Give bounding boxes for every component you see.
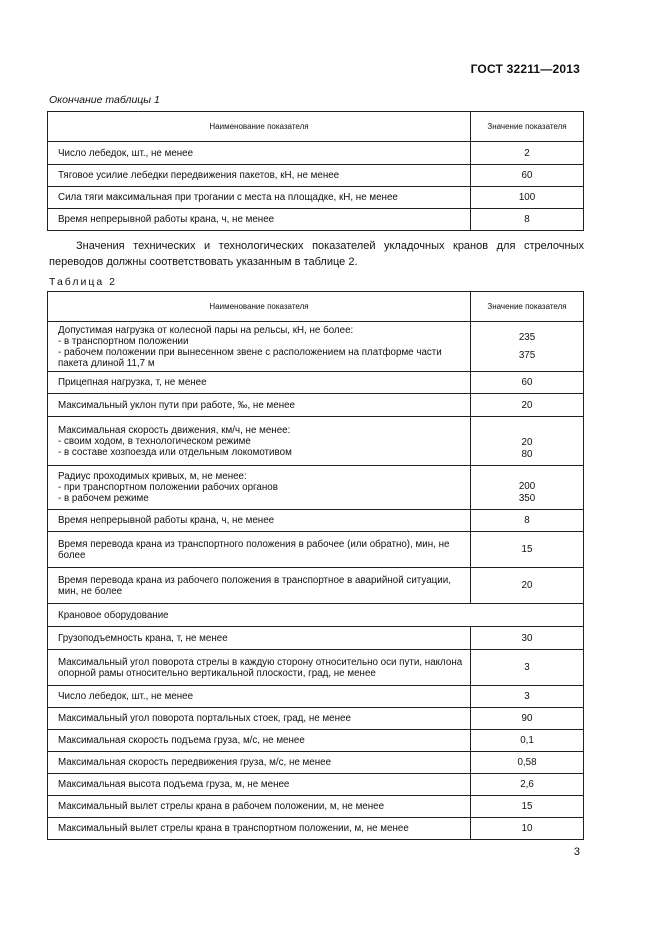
row-name: Сила тяги максимальная при трогании с места на площадке, кН, не менее xyxy=(48,187,471,209)
table-row xyxy=(48,466,584,510)
table-row xyxy=(48,394,584,417)
row-name-line: Максимальная скорость движения, км/ч, не менее: xyxy=(58,424,291,436)
body-paragraph: Значения технических и технологических показателей укладочных кранов для стрелочных переводов должны соответствовать указанным в таблице 2. xyxy=(49,240,584,268)
table-row xyxy=(48,417,584,466)
table-row xyxy=(48,532,584,568)
row-value-2: 375 xyxy=(518,349,536,361)
row-value: 15 xyxy=(471,532,584,568)
table-2 xyxy=(47,291,584,840)
row-value: 60 xyxy=(471,372,584,394)
row-name: Время перевода крана из рабочего положения в транспортное в аварийной ситуации, мин, не более xyxy=(48,568,471,604)
table-row xyxy=(48,165,584,187)
document-standard-number: ГОСТ 32211—2013 xyxy=(470,62,580,76)
row-name-line: - своим ходом, в технологическом режиме xyxy=(58,435,251,447)
table-row xyxy=(48,209,584,231)
table1-caption: Окончание таблицы 1 xyxy=(49,94,160,106)
row-name xyxy=(48,322,471,372)
row-value: 3 xyxy=(471,686,584,708)
row-value: 2,6 xyxy=(471,774,584,796)
table1-header-value: Значение показателя xyxy=(471,112,584,142)
table-section-row xyxy=(48,604,584,627)
table-row xyxy=(48,322,584,372)
row-name: Максимальная скорость подъема груза, м/с, не менее xyxy=(48,730,471,752)
row-value-1: 235 xyxy=(518,331,536,343)
table-row xyxy=(48,568,584,604)
row-value: 3 xyxy=(471,650,584,686)
row-name-line: Допустимая нагрузка от колесной пары на рельсы, кН, не более: xyxy=(58,324,354,336)
row-name-line: - при транспортном положении рабочих органов xyxy=(58,482,278,493)
row-value: 2 xyxy=(471,142,584,165)
table-row xyxy=(48,708,584,730)
table1-header-name: Наименование показателя xyxy=(48,112,471,142)
row-value: 20 xyxy=(471,394,584,417)
table2-header-name: Наименование показателя xyxy=(48,292,471,322)
row-name: Время перевода крана из транспортного положения в рабочее (или обратно), мин, не более xyxy=(48,532,471,568)
row-value xyxy=(471,322,584,372)
table-row xyxy=(48,774,584,796)
row-value-2: 80 xyxy=(521,449,533,460)
table-row xyxy=(48,686,584,708)
table-row xyxy=(48,187,584,209)
row-value: 90 xyxy=(471,708,584,730)
row-value: 30 xyxy=(471,627,584,650)
table-row xyxy=(48,796,584,818)
row-value: 0,1 xyxy=(471,730,584,752)
row-name: Максимальный угол поворота портальных стоек, град, не менее xyxy=(48,708,471,730)
table-row xyxy=(48,818,584,840)
row-name: Максимальный уклон пути при работе, ‰, не менее xyxy=(48,394,471,417)
table-row xyxy=(48,372,584,394)
row-name: Время непрерывной работы крана, ч, не менее xyxy=(48,510,471,532)
table-row xyxy=(48,510,584,532)
table2-caption: Таблица 2 xyxy=(49,276,117,288)
row-value: 8 xyxy=(471,209,584,231)
row-name xyxy=(48,466,471,510)
row-name-line: - в транспортном положении xyxy=(58,335,189,347)
row-name: Грузоподъемность крана, т, не менее xyxy=(48,627,471,650)
row-name: Прицепная нагрузка, т, не менее xyxy=(48,372,471,394)
row-name xyxy=(48,417,471,466)
table-row xyxy=(48,650,584,686)
row-value-1: 20 xyxy=(521,437,533,448)
row-value-1: 200 xyxy=(518,481,536,492)
row-value: 0,58 xyxy=(471,752,584,774)
row-name: Тяговое усилие лебедки передвижения пакетов, кН, не менее xyxy=(48,165,471,187)
table-row xyxy=(48,730,584,752)
row-name: Максимальный вылет стрелы крана в рабочем положении, м, не менее xyxy=(48,796,471,818)
row-value: 8 xyxy=(471,510,584,532)
row-value xyxy=(471,417,584,466)
row-name-line: - в рабочем режиме xyxy=(58,493,149,504)
row-name: Максимальный угол поворота стрелы в каждую сторону относительно оси пути, наклона опорной рамы относительно вертикальной плоскости, град, не менее xyxy=(48,650,471,686)
row-name: Число лебедок, шт., не менее xyxy=(48,686,471,708)
table-1 xyxy=(47,111,584,231)
row-name: Время непрерывной работы крана, ч, не менее xyxy=(48,209,471,231)
row-value: 100 xyxy=(471,187,584,209)
table-row xyxy=(48,627,584,650)
row-value: 10 xyxy=(471,818,584,840)
section-title: Крановое оборудование xyxy=(48,604,584,627)
row-name-line: - в составе хозпоезда или отдельным локомотивом xyxy=(58,446,292,458)
page-number: 3 xyxy=(573,846,580,858)
row-value xyxy=(471,466,584,510)
row-name: Максимальный вылет стрелы крана в транспортном положении, м, не менее xyxy=(48,818,471,840)
row-value: 60 xyxy=(471,165,584,187)
table-row xyxy=(48,752,584,774)
row-name: Число лебедок, шт., не менее xyxy=(48,142,471,165)
row-value-2: 350 xyxy=(518,493,536,504)
row-name-line: Радиус проходимых кривых, м, не менее: xyxy=(58,471,247,482)
row-name: Максимальная скорость передвижения груза, м/с, не менее xyxy=(48,752,471,774)
row-name: Максимальная высота подъема груза, м, не менее xyxy=(48,774,471,796)
row-name-line: - рабочем положении при вынесенном звене с расположением на платформе части пакета длиной 11,7 м xyxy=(58,346,442,369)
row-value: 15 xyxy=(471,796,584,818)
table2-header-value: Значение показателя xyxy=(471,292,584,322)
table-row xyxy=(48,142,584,165)
row-value: 20 xyxy=(471,568,584,604)
